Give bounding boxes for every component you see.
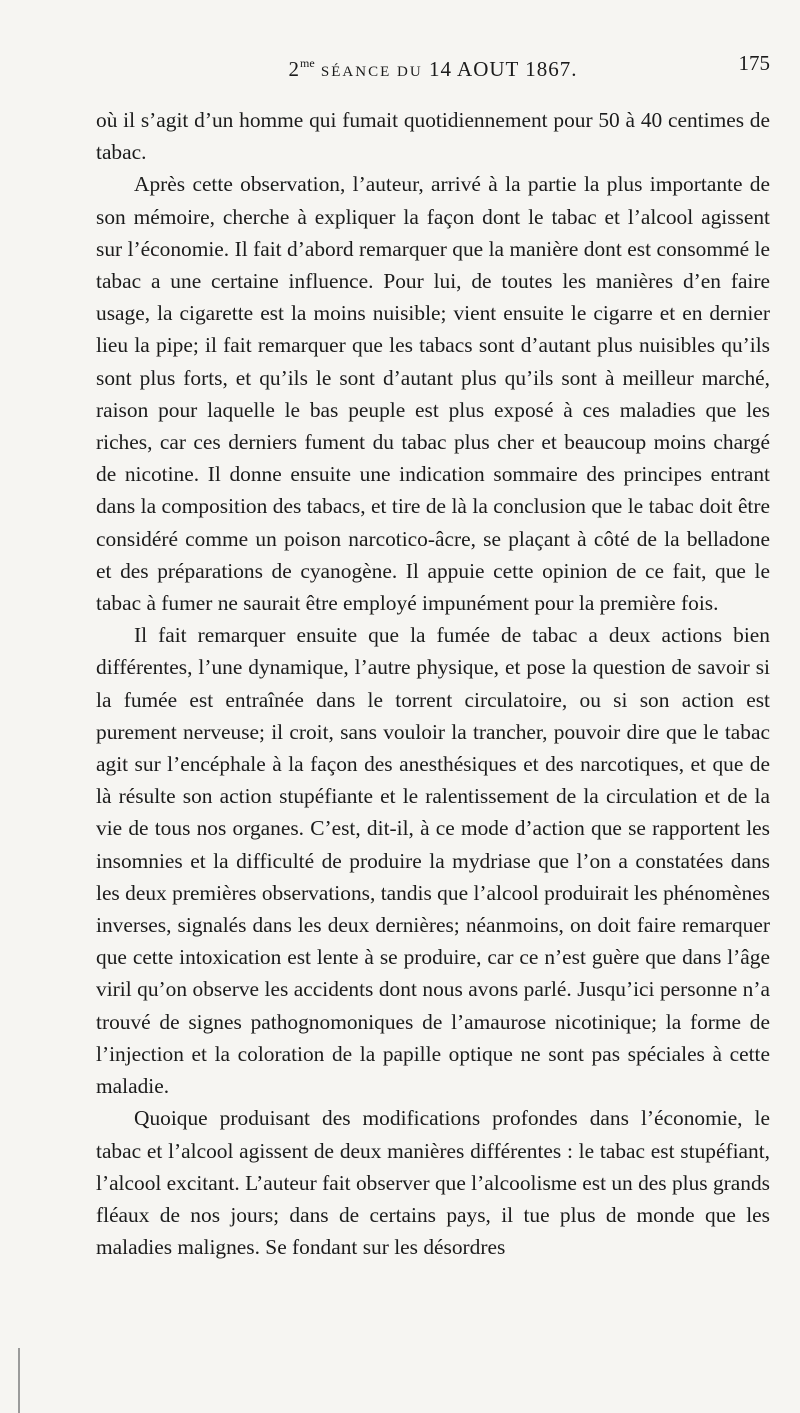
session-ordinal-suffix: me — [300, 56, 315, 70]
paragraph-continuation: où il s’agit d’un homme qui fumait quotidiennement pour 50 à 40 centimes de tabac. — [96, 108, 770, 165]
session-label: SÉANCE DU — [320, 64, 423, 80]
page-edge-mark — [18, 1348, 20, 1413]
paragraph-tobacco-alcohol-mechanism: Après cette observation, l’auteur, arrivé à la partie la plus importante de son mémoire, cherche à expliquer la façon dont le tabac et l’alcool agissent sur l’économie. Il fait d’abord remarquer que la manière dont est consommé le tabac a une certaine influence. Pour lui, de toutes les manières d’en faire usage, la cigarette est la moins nuisible; vient ensuite le cigarre et en dernier lieu la pipe; il fait remarquer que les tabacs sont d’autant plus nuisibles qu’ils sont plus forts, et qu’ils le sont d’autant plus qu’ils sont à meilleur marché, raison pour laquelle le bas peuple est plus exposé à ces maladies que les riches, car ces derniers fument du tabac plus cher et beaucoup moins chargé de nicotine. Il donne ensuite une indication sommaire des principes entrant dans la composition des tabacs, et tire de là la conclusion que le tabac doit être considéré comme un poison narcotico-âcre, se plaçant à côté de la belladone et des préparations de cyanogène. Il appuie cette opinion de ce fait, que le tabac à fumer ne saurait être employé impunément pour la première fois. — [96, 172, 770, 616]
body-text — [96, 104, 770, 1263]
running-header — [96, 48, 770, 81]
session-ordinal: 2 — [288, 57, 300, 81]
session-heading — [96, 48, 770, 87]
page-number: 175 — [738, 51, 770, 75]
session-date: 14 AOUT 1867. — [428, 57, 578, 81]
paragraph-economy-effects: Quoique produisant des modifications profondes dans l’économie, le tabac et l’alcool agissent de deux manières différentes : le tabac est stupéfiant, l’alcool excitant. L’auteur fait observer que l’alcoolisme est un des plus grands fléaux de nos jours; dans de certains pays, il tue plus de monde que les maladies malignes. Se fondant sur les désordres — [96, 1106, 770, 1260]
paragraph-smoke-actions: Il fait remarquer ensuite que la fumée de tabac a deux actions bien différentes, l’une dynamique, l’autre physique, et pose la question de savoir si la fumée est entraînée dans le torrent circulatoire, ou si son action est purement nerveuse; il croit, sans vouloir la trancher, pouvoir dire que le tabac agit sur l’encéphale à la façon des anesthésiques et des narcotiques, et que de là résulte son action stupéfiante et le ralentissement de la circulation et de la vie de tous nos organes. C’est, dit-il, à ce mode d’action que se rapportent les insomnies et la difficulté de produire la mydriase que l’on a constatées dans les deux premières observations, tandis que l’alcool produirait les phénomènes inverses, signalés dans les deux dernières; néanmoins, on doit faire remarquer que cette intoxication est lente à se produire, car ce n’est guère que dans l’âge viril qu’on observe les accidents dont nous avons parlé. Jusqu’ici personne n’a trouvé de signes pathognomoniques de l’amaurose nicotinique; la forme de l’injection et la coloration de la papille optique ne sont pas spéciales à cette maladie. — [96, 623, 770, 1099]
